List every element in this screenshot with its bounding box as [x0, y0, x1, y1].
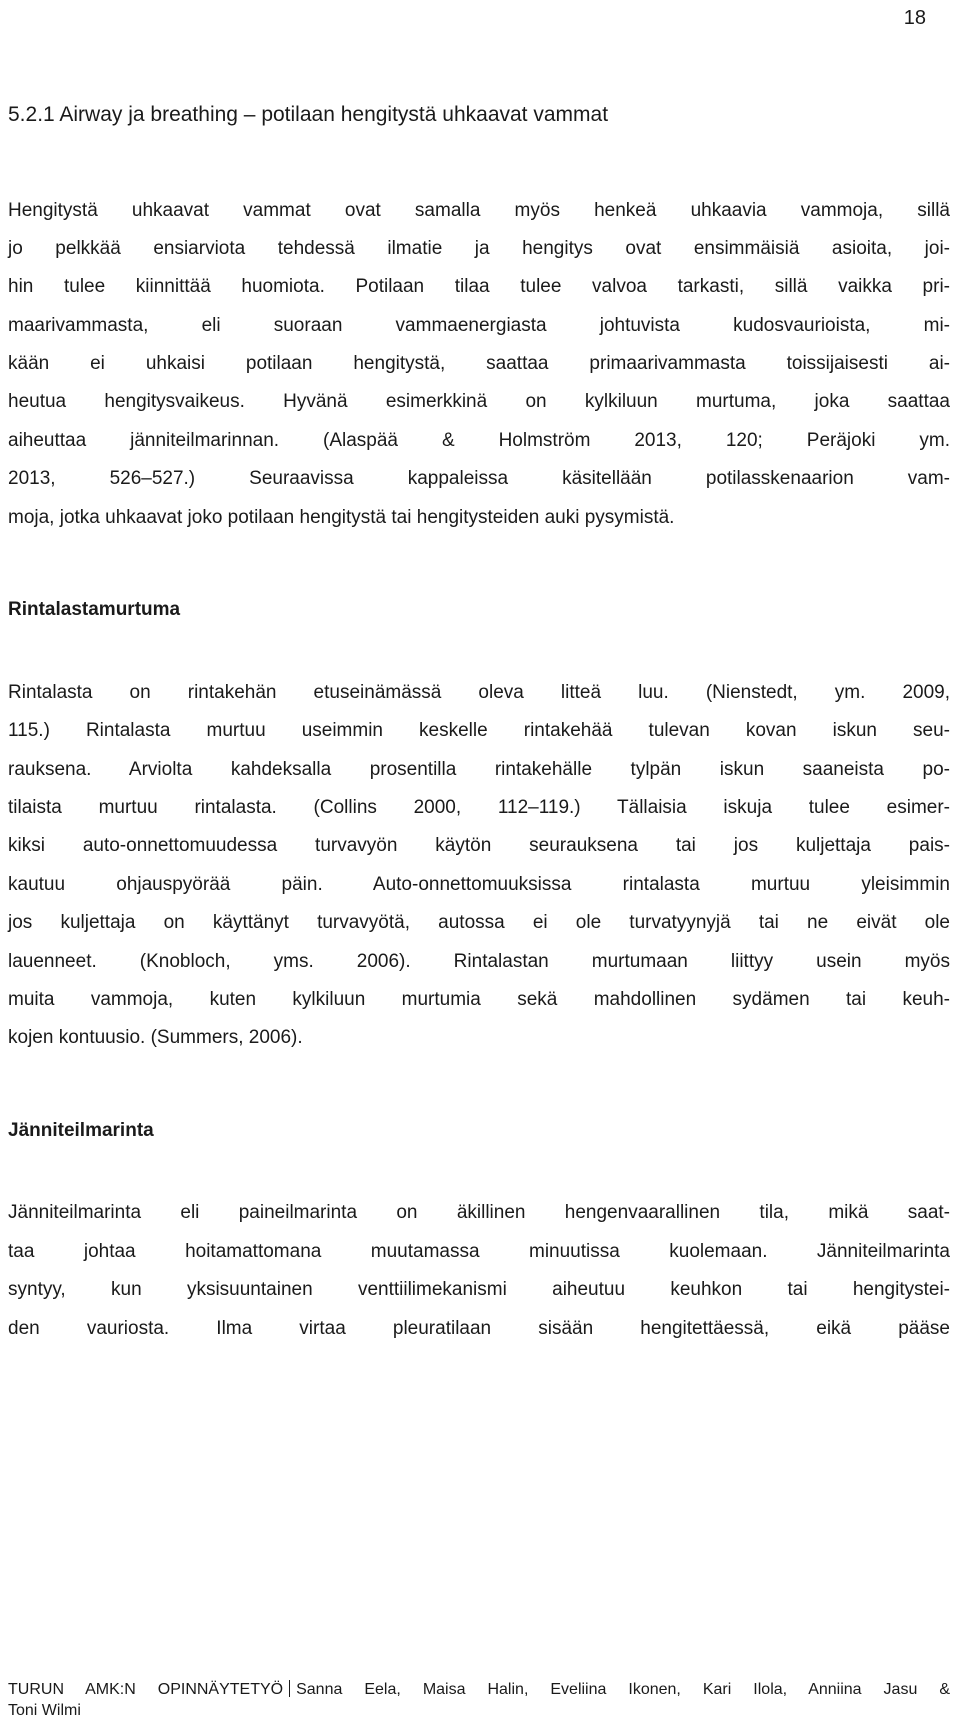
- footer-line-1: [8, 1679, 950, 1701]
- paragraph-line: heutua hengitysvaikeus. Hyvänä esimerkkinä on kylkiluun murtuma, joka saattaa: [8, 391, 950, 412]
- page-number: 18: [903, 7, 926, 29]
- footer-line-2: Toni Wilmi: [8, 1702, 81, 1719]
- paragraph-line: den vauriosta. Ilma virtaa pleuratilaan sisään hengitettäessä, eikä pääse: [8, 1318, 950, 1339]
- paragraph-line: Rintalasta on rintakehän etuseinämässä oleva litteä luu. (Nienstedt, ym. 2009,: [8, 682, 950, 703]
- paragraph-line: maarivammasta, eli suoraan vammaenergiasta johtuvista kudosvaurioista, mi-: [8, 315, 950, 336]
- paragraph-line: syntyy, kun yksisuuntainen venttiilimekanismi aiheutuu keuhkon tai hengitystei-: [8, 1279, 950, 1300]
- paragraph-line: muita vammoja, kuten kylkiluun murtumia sekä mahdollinen sydämen tai keuh-: [8, 989, 950, 1010]
- paragraph-line: jos kuljettaja on käyttänyt turvavyötä, autossa ei ole turvatyynyjä tai ne eivät ole: [8, 912, 950, 933]
- paragraph-line: jo pelkkää ensiarviota tehdessä ilmatie ja hengitys ovat ensimmäisiä asioita, joi-: [8, 238, 950, 259]
- footer-institution: TURUN AMK:N OPINNÄYTETYÖ: [8, 1681, 284, 1698]
- paragraph-line: tilaista murtuu rintalasta. (Collins 2000, 112–119.) Tällaisia iskuja tulee esimer-: [8, 797, 950, 818]
- section-heading: 5.2.1 Airway ja breathing – potilaan hengitystä uhkaavat vammat: [8, 103, 609, 126]
- paragraph-line: kiksi auto-onnettomuudessa turvavyön käytön seurauksena tai jos kuljettaja pais-: [8, 835, 950, 856]
- footer-authors: Sanna Eela, Maisa Halin, Eveliina Ikonen, Kari Ilola, Anniina Jasu &: [296, 1681, 950, 1698]
- janniteilmarinta-heading: Jänniteilmarinta: [8, 1120, 154, 1141]
- paragraph-line: hin tulee kiinnittää huomiota. Potilaan tilaa tulee valvoa tarkasti, sillä vaikka pri-: [8, 276, 950, 297]
- footer-separator: [283, 1681, 296, 1698]
- rintalasta-heading: Rintalastamurtuma: [8, 599, 181, 620]
- paragraph-line: 2013, 526–527.) Seuraavissa kappaleissa käsitellään potilasskenaarion vam-: [8, 468, 950, 489]
- paragraph-line: lauenneet. (Knobloch, yms. 2006). Rintalastan murtumaan liittyy usein myös: [8, 951, 950, 972]
- paragraph-line: Jänniteilmarinta eli paineilmarinta on äkillinen hengenvaarallinen tila, mikä saat-: [8, 1202, 950, 1223]
- paragraph-line: kojen kontuusio. (Summers, 2006).: [8, 1027, 303, 1048]
- paragraph-line: Hengitystä uhkaavat vammat ovat samalla myös henkeä uhkaavia vammoja, sillä: [8, 200, 950, 221]
- paragraph-line: kään ei uhkaisi potilaan hengitystä, saattaa primaarivammasta toissijaisesti ai-: [8, 353, 950, 374]
- paragraph-line: taa johtaa hoitamattomana muutamassa minuutissa kuolemaan. Jänniteilmarinta: [8, 1241, 950, 1262]
- paragraph-line: 115.) Rintalasta murtuu useimmin keskelle rintakehää tulevan kovan iskun seu-: [8, 720, 950, 741]
- paragraph-line: aiheuttaa jänniteilmarinnan. (Alaspää & Holmström 2013, 120; Peräjoki ym.: [8, 430, 950, 451]
- paragraph-line: rauksena. Arviolta kahdeksalla prosentilla rintakehälle tylpän iskun saaneista po-: [8, 759, 950, 780]
- paragraph-line: moja, jotka uhkaavat joko potilaan hengitystä tai hengitysteiden auki pysymistä.: [8, 507, 675, 528]
- paragraph-line: kautuu ohjauspyörää päin. Auto-onnettomuuksissa rintalasta murtuu yleisimmin: [8, 874, 950, 895]
